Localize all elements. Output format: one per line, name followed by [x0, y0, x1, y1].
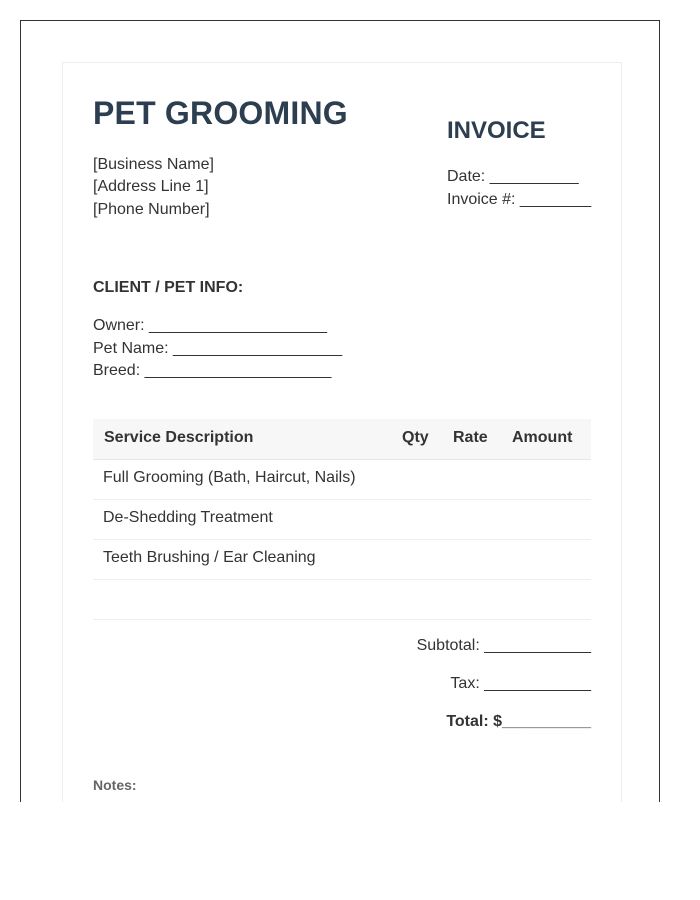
- column-header-amount: Amount: [512, 429, 573, 446]
- pet-name-field: Pet Name: ___________________: [93, 340, 343, 357]
- column-header-qty: Qty: [402, 429, 429, 446]
- document-title: PET GROOMING: [93, 95, 348, 131]
- column-header-description: Service Description: [104, 429, 254, 446]
- service-description: Teeth Brushing / Ear Cleaning: [103, 549, 316, 566]
- invoice-number-field: Invoice #: ________: [447, 191, 592, 208]
- service-description: Full Grooming (Bath, Haircut, Nails): [103, 469, 356, 486]
- table-row: [93, 460, 591, 500]
- table-header-row: [93, 419, 591, 460]
- business-name: [Business Name]: [93, 156, 214, 173]
- table-row: [93, 540, 591, 580]
- page-frame: [20, 20, 660, 802]
- service-description: De-Shedding Treatment: [103, 509, 273, 526]
- invoice-heading: INVOICE: [447, 117, 546, 144]
- client-info-heading: CLIENT / PET INFO:: [93, 279, 244, 296]
- subtotal-field: Subtotal: ____________: [416, 637, 591, 654]
- business-address: [Address Line 1]: [93, 178, 209, 195]
- table-row: [93, 580, 591, 620]
- tax-field: Tax: ____________: [450, 675, 591, 692]
- column-header-rate: Rate: [453, 429, 488, 446]
- services-table: [93, 419, 591, 620]
- breed-field: Breed: _____________________: [93, 362, 332, 379]
- business-phone: [Phone Number]: [93, 201, 210, 218]
- total-field: Total: $__________: [446, 713, 591, 730]
- invoice-date-field: Date: __________: [447, 168, 579, 185]
- notes-label: Notes:: [93, 777, 137, 793]
- invoice-paper: [62, 62, 622, 802]
- table-row: [93, 500, 591, 540]
- owner-field: Owner: ____________________: [93, 317, 327, 334]
